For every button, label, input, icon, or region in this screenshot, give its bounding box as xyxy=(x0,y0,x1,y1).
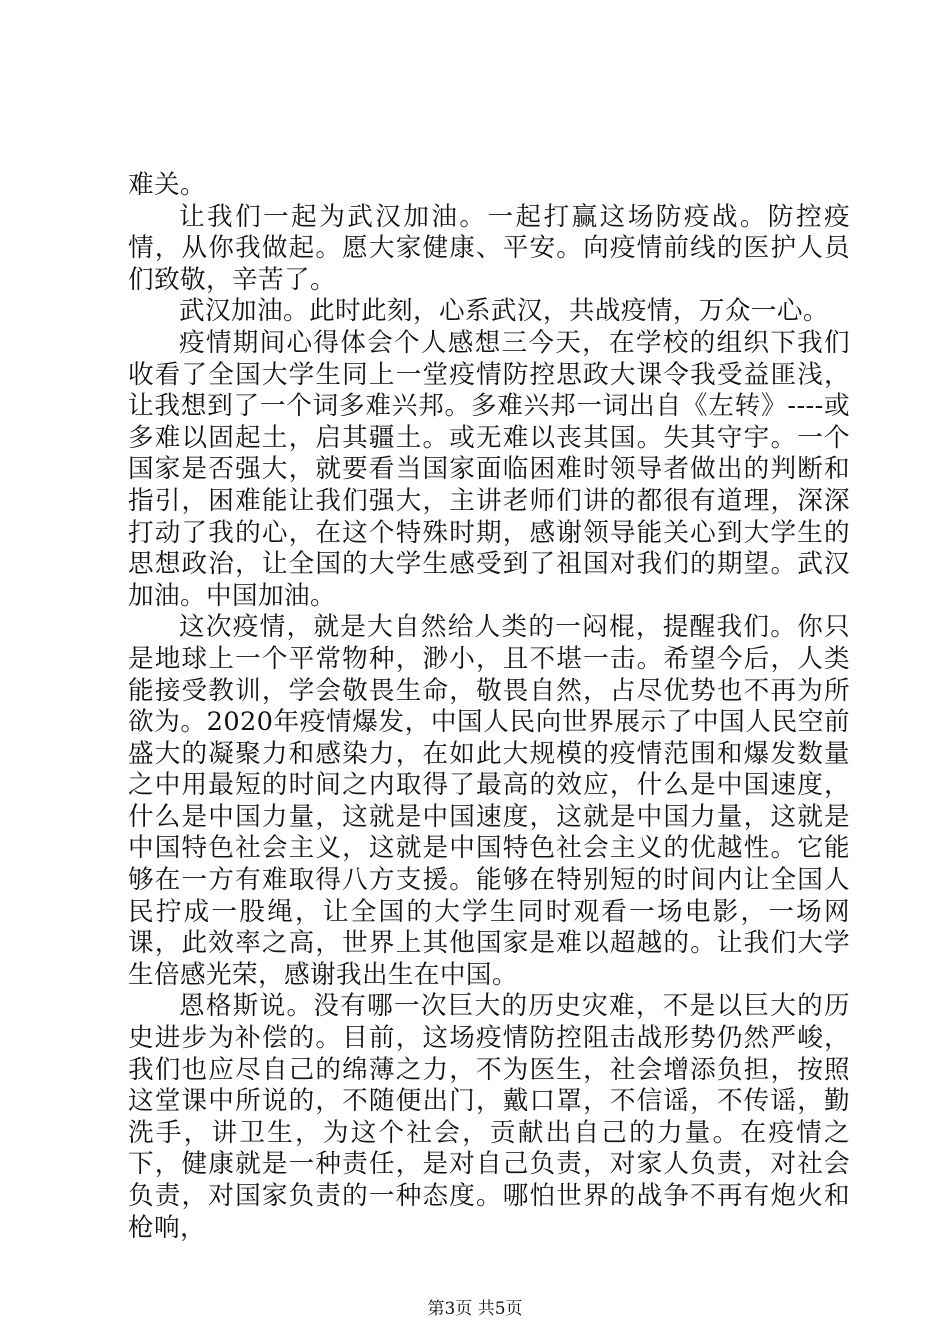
paragraph-epidemic-lesson: 这次疫情，就是大自然给人类的一闷棍，提醒我们。你只是地球上一个平常物种，渺小，且不堪一击。希望今后，人类能接受教训，学会敬畏生命，敬畏自然，占尽优势也不再为所欲为。2020年疫情爆发，中国人民向世界展示了中国人民空前盛大的凝聚力和感染力，在如此大规模的疫情范围和爆发数量之中用最短的时间之内取得了最高的效应，什么是中国速度，什么是中国力量，这就是中国速度，这就是中国力量，这就是中国特色社会主义，这就是中国特色社会主义的优越性。它能够在一方有难取得八方支援。能够在特别短的时间内让全国人民拧成一股绳，让全国的大学生同时观看一场电影，一场网课，此效率之高，世界上其他国家是难以超越的。让我们大学生倍感光荣，感谢我出生在中国。 xyxy=(128,612,850,990)
paragraph-wuhan-support: 让我们一起为武汉加油。一起打赢这场防疫战。防控疫情，从你我做起。愿大家健康、平安。向疫情前线的医护人员们致敬，辛苦了。 xyxy=(128,201,850,295)
body-text xyxy=(128,170,850,1244)
paragraph-personal-reflection: 疫情期间心得体会个人感想三今天，在学校的组织下我们收看了全国大学生同上一堂疫情防控思政大课令我受益匪浅，让我想到了一个词多难兴邦。多难兴邦一词出自《左转》----或多难以固起土，启其疆土。或无难以丧其国。失其守宇。一个国家是否强大，就要看当国家面临困难时领导者做出的判断和指引，困难能让我们强大，主讲老师们讲的都很有道理，深深打动了我的心，在这个特殊时期，感谢领导能关心到大学生的思想政治，让全国的大学生感受到了祖国对我们的期望。武汉加油。中国加油。 xyxy=(128,327,850,611)
paragraph-engels-quote: 恩格斯说。没有哪一次巨大的历史灾难，不是以巨大的历史进步为补偿的。目前，这场疫情防控阻击战形势仍然严峻，我们也应尽自己的绵薄之力，不为医生，社会增添负担，按照这堂课中所说的，不随便出门，戴口罩，不信谣，不传谣，勤洗手，讲卫生，为这个社会，贡献出自己的力量。在疫情之下，健康就是一种责任，是对自己负责，对家人负责，对社会负责，对国家负责的一种态度。哪怕世界的战争不再有炮火和枪响， xyxy=(128,991,850,1243)
paragraph-continuation: 难关。 xyxy=(128,170,206,200)
page-footer: 第3页 共5页 xyxy=(427,1299,523,1319)
paragraph-wuhan-slogan: 武汉加油。此时此刻，心系武汉，共战疫情，万众一心。 xyxy=(179,296,829,327)
